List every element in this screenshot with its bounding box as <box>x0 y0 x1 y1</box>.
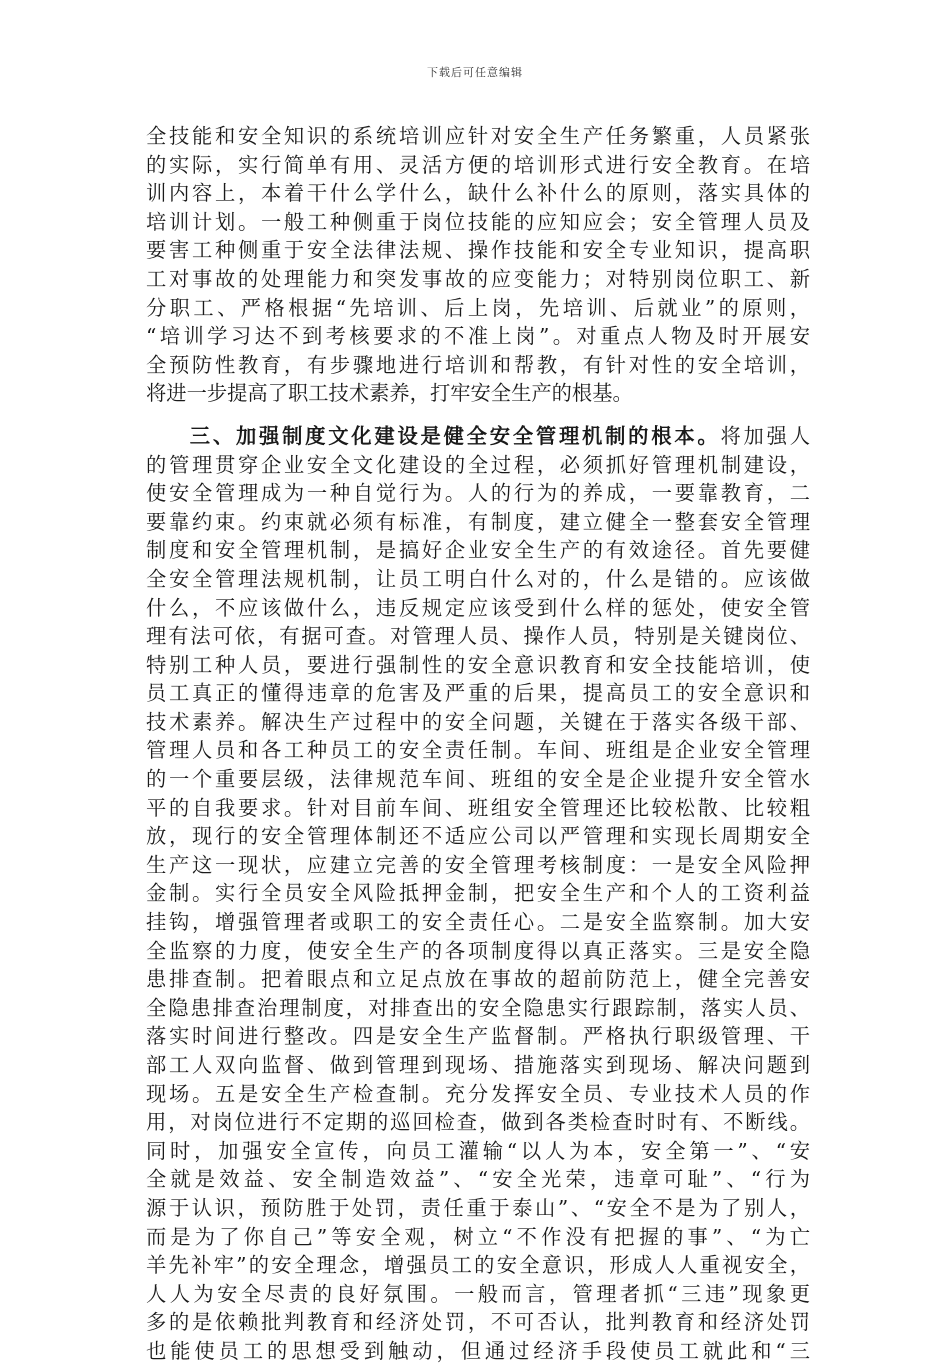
text-line: 使安全管理成为一种自觉行为。人的行为的养成，一要靠教育，二 <box>146 481 810 506</box>
text-line: “培训学习达不到考核要求的不准上岗”。对重点人物及时开展安 <box>146 324 810 349</box>
text-line: 挂钩，增强管理者或职工的安全责任心。二是安全监察制。加大安 <box>146 910 810 935</box>
text-line: 工对事故的处理能力和突发事故的应变能力；对特别岗位职工、新 <box>146 266 810 291</box>
text-line: 分职工、严格根据“先培训、后上岗，先培训、后就业”的原则， <box>146 295 810 320</box>
text-line: 全监察的力度，使安全生产的各项制度得以真正落实。三是安全隐 <box>146 938 810 963</box>
text-line: 的实际，实行简单有用、灵活方便的培训形式进行安全教育。在培 <box>146 152 810 177</box>
text-line: 也能使员工的思想受到触动，但通过经济手段使员工就此和“三 <box>146 1338 810 1363</box>
text-line: 什么，不应该做什么，违反规定应该受到什么样的惩处，使安全管 <box>146 595 810 620</box>
text-line: 生产这一现状，应建立完善的安全管理考核制度：一是安全风险押 <box>146 852 810 877</box>
text-line: 金制。实行全员安全风险抵押金制，把安全生产和个人的工资利益 <box>146 881 810 906</box>
section-heading: 三、加强制度文化建设是健全安全管理机制的根本。 <box>187 423 721 448</box>
text-line: 的管理贯穿企业安全文化建设的全过程，必须抓好管理机制建设， <box>146 452 810 477</box>
text-line: 平的自我要求。针对目前车间、班组安全管理还比较松散、比较粗 <box>146 795 810 820</box>
text-line: 放，现行的安全管理体制还不适应公司以严管理和实现长周期安全 <box>146 824 810 849</box>
text-line: 特别工种人员，要进行强制性的安全意识教育和安全技能培训，使 <box>146 652 810 677</box>
text-line: 全就是效益、安全制造效益”、“安全光荣，违章可耻”、“行为 <box>146 1167 810 1192</box>
text-line: 要害工种侧重于安全法律法规、操作技能和安全专业知识，提高职 <box>146 238 810 263</box>
heading-continuation: 将加强人 <box>720 423 810 448</box>
text-line: 人人为安全尽责的良好氛围。一般而言，管理者抓“三违”现象更 <box>146 1281 810 1306</box>
page-header: 下载后可任意编辑 <box>427 66 523 79</box>
text-line: 培训计划。一般工种侧重于岗位技能的应知应会；安全管理人员及 <box>146 209 810 234</box>
paragraph-first-line <box>146 422 810 451</box>
text-line: 制度和安全管理机制，是搞好企业安全生产的有效途径。首先要健 <box>146 538 810 563</box>
text-line: 同时，加强安全宣传，向员工灌输“以人为本，安全第一”、“安 <box>146 1138 810 1163</box>
text-line: 而是为了你自己”等安全观，树立“不作没有把握的事”、“为亡 <box>146 1224 810 1249</box>
document-body <box>146 122 810 1366</box>
text-line: 训内容上，本着干什么学什么，缺什么补什么的原则，落实具体的 <box>146 181 810 206</box>
text-line: 全技能和安全知识的系统培训应针对安全生产任务繁重，人员紧张 <box>146 124 810 148</box>
text-line: 现场。五是安全生产检查制。充分发挥安全员、专业技术人员的作 <box>146 1081 810 1106</box>
text-line: 全隐患排查治理制度，对排查出的安全隐患实行跟踪制，落实人员、 <box>146 995 810 1020</box>
text-line: 多的是依赖批判教育和经济处罚，不可否认，批判教育和经济处罚 <box>146 1310 810 1335</box>
text-line: 患排查制。把着眼点和立足点放在事故的超前防范上，健全完善安 <box>146 967 810 992</box>
text-line: 理有法可依，有据可查。对管理人员、操作人员，特别是关键岗位、 <box>146 624 810 649</box>
text-line: 羊先补牢”的安全理念，增强员工的安全意识，形成人人重视安全， <box>146 1253 810 1278</box>
text-line: 管理人员和各工种员工的安全责任制。车间、班组是企业安全管理 <box>146 738 810 763</box>
text-line: 落实时间进行整改。四是安全生产监督制。严格执行职级管理、干 <box>146 1024 810 1049</box>
text-line: 的一个重要层级，法律规范车间、班组的安全是企业提升安全管水 <box>146 767 810 792</box>
text-line: 用，对岗位进行不定期的巡回检查，做到各类检查时时有、不断线。 <box>146 1110 810 1135</box>
paragraph-training <box>146 122 810 408</box>
text-line: 全安全管理法规机制，让员工明白什么对的，什么是错的。应该做 <box>146 566 810 591</box>
text-line: 将进一步提高了职工技术素养，打牢安全生产的根基。 <box>146 381 633 406</box>
text-line: 要靠约束。约束就必须有标准，有制度，建立健全一整套安全管理 <box>146 509 810 534</box>
text-line: 源于认识，预防胜于处罚，责任重于泰山”、“安全不是为了别人， <box>146 1195 810 1220</box>
text-line: 技术素养。解决生产过程中的安全问题，关键在于落实各级干部、 <box>146 709 810 734</box>
text-line: 全预防性教育，有步骤地进行培训和帮教，有针对性的安全培训， <box>146 352 810 377</box>
paragraph-system-culture <box>146 422 810 1366</box>
text-line: 员工真正的懂得违章的危害及严重的后果，提高员工的安全意识和 <box>146 681 810 706</box>
text-line: 部工人双向监督、做到管理到现场、措施落实到现场、解决问题到 <box>146 1053 810 1077</box>
